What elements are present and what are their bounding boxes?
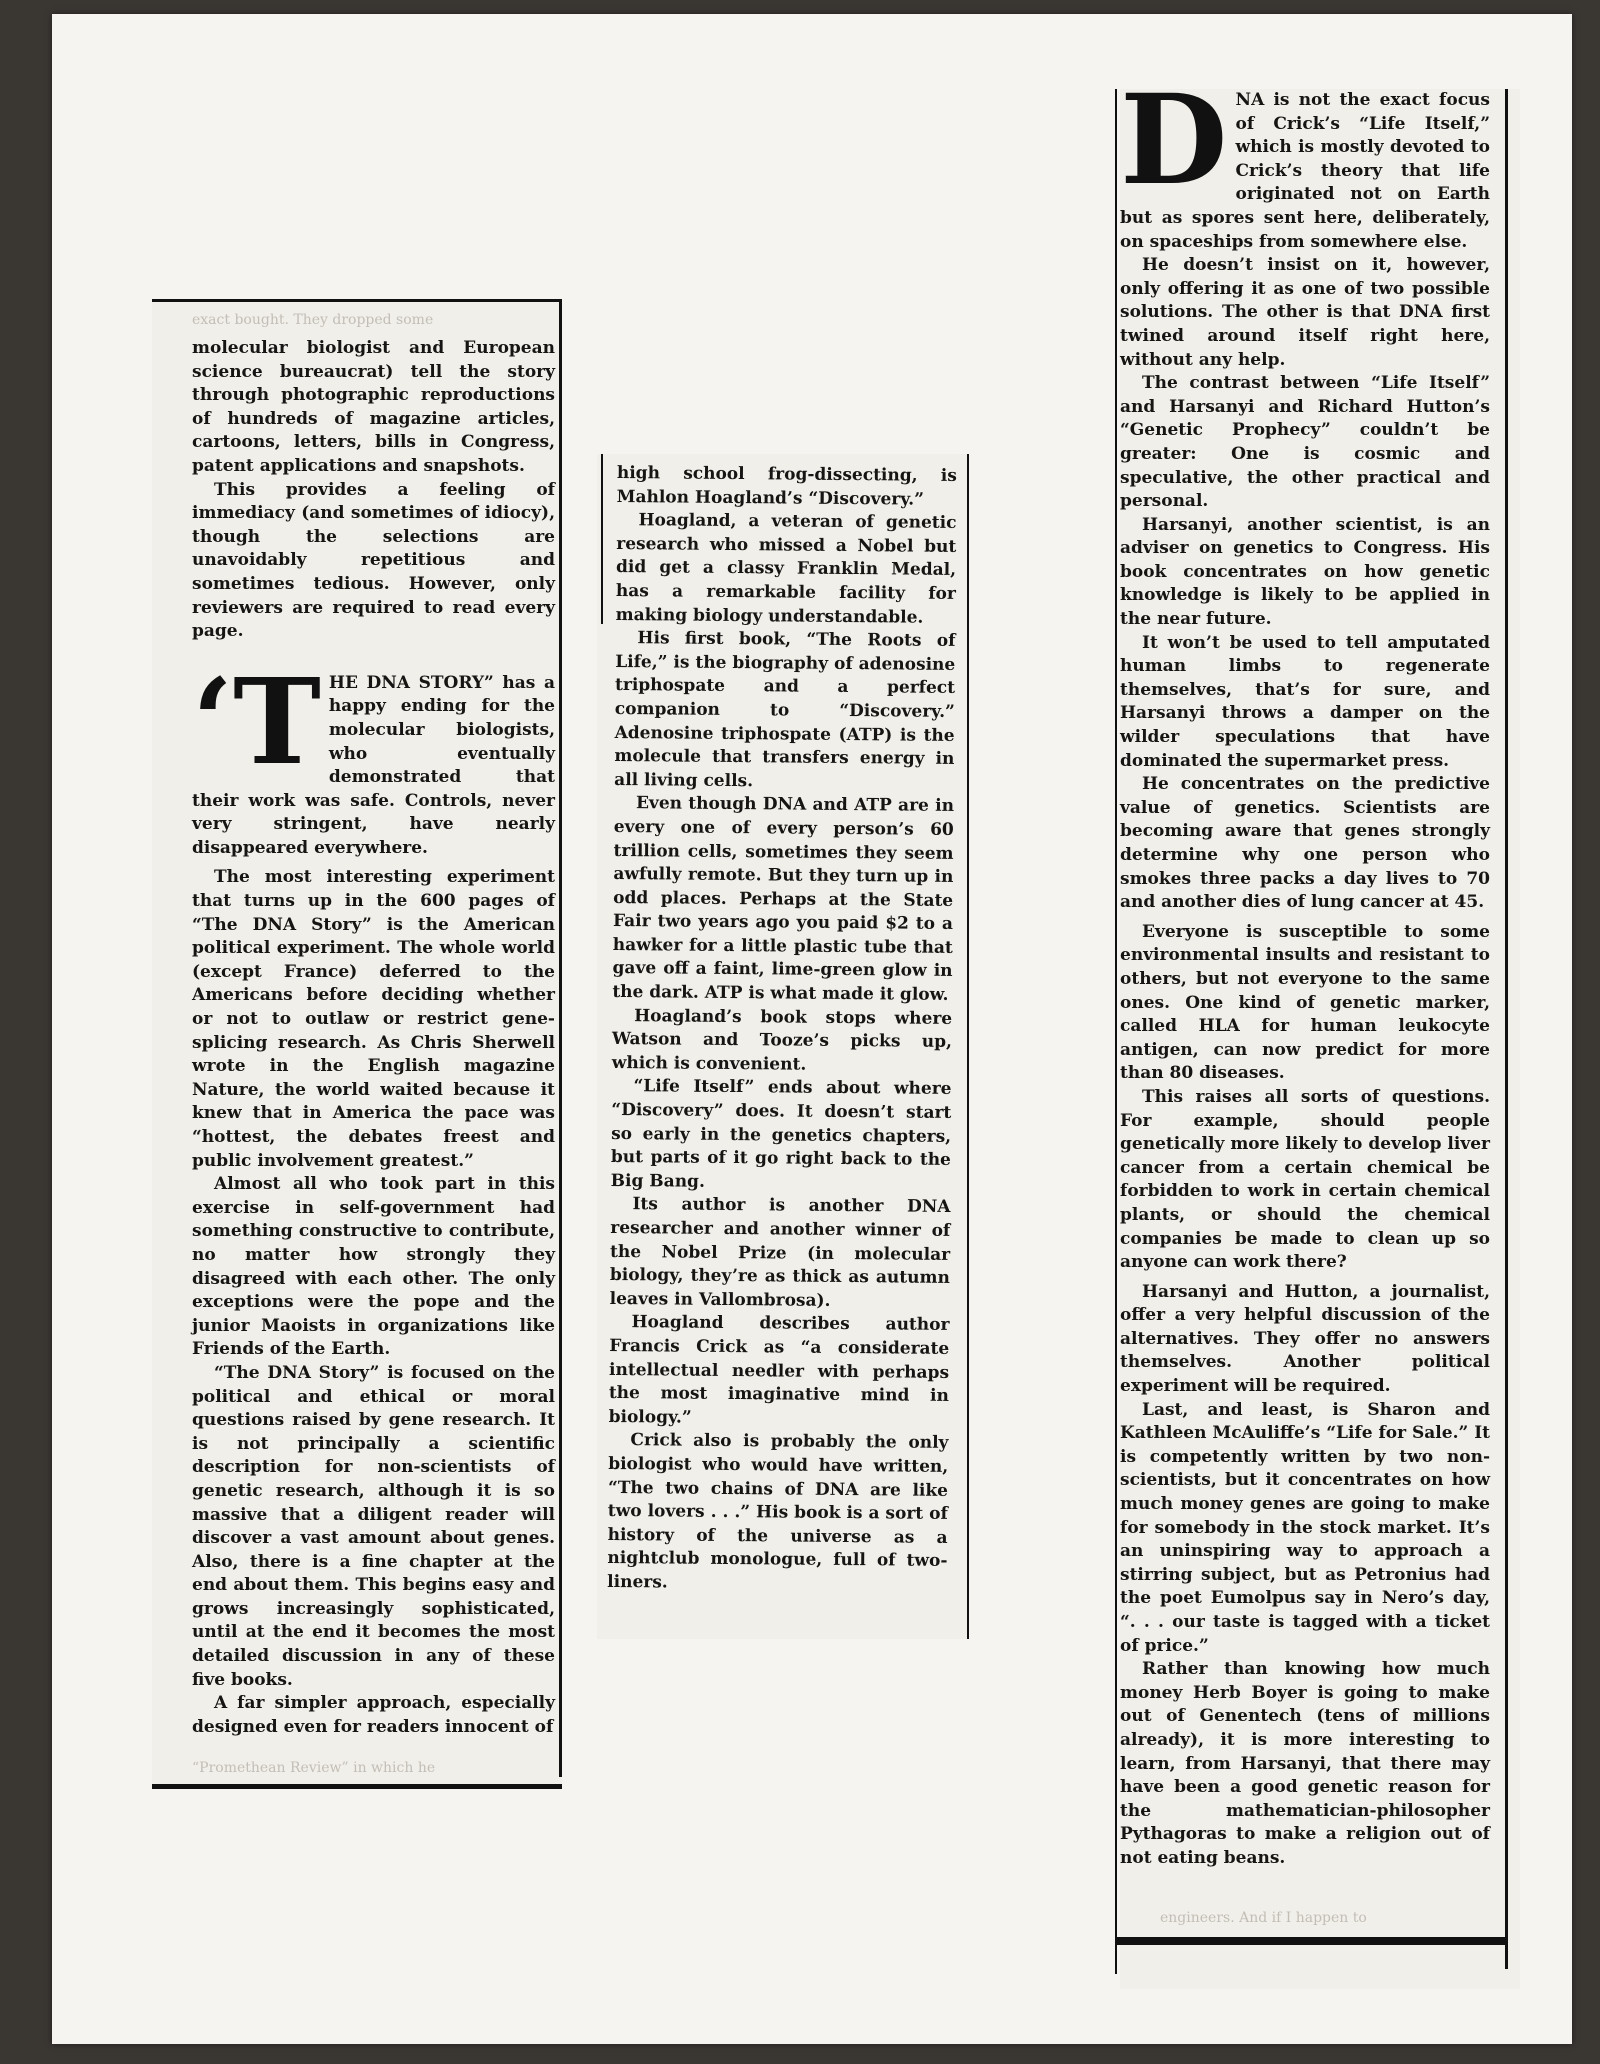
article-column-1 xyxy=(192,337,555,1739)
paragraph: Crick also is probably the only biologist who would have written, “The two chains of DNA are like two lovers . . .” His book is a sort of history of the universe as a nightclub monologue, full of two-liners. xyxy=(607,1430,949,1593)
paragraph: His first book, “The Roots of Life,” is the biography of adenosine triphospate and a perfect companion to “Discovery.” Adenosine triphospate (ATP) is the molecule that transfers energy in all living cells. xyxy=(614,628,956,791)
paragraph: Last, and least, is Sharon and Kathleen McAuliffe’s “Life for Sale.” It is competently written by two non-scientists, but it concentrates on how much money genes are going to make for somebody in the stock market. It’s an uninspiring way to approach a stirring subject, but as Petronius had the poet Eumolpus say in Nero’s day, “. . . our taste is tagged with a ticket of price.” xyxy=(1120,1399,1490,1656)
paragraph: A far simpler approach, especially designed even for readers innocent of xyxy=(192,1693,555,1737)
paragraph: HE DNA STORY” has a happy ending for the molecular biologists, who eventually demonstrated that their work was safe. Controls, never very stringent, have nearly disappeared everywhere. xyxy=(192,672,555,858)
paragraph: This provides a feeling of immediacy (and sometimes of idiocy), though the selections are unavoidably repetitious and sometimes tedious. However, only reviewers are required to read every page. xyxy=(192,479,555,642)
paragraph: This raises all sorts of questions. For example, should people genetically more likely to develop liver cancer from a certain chemical be forbidden to work in certain chemical plants, or should the chemical companies be made to clean up so anyone can work there? xyxy=(1120,1086,1490,1273)
paragraph: It won’t be used to tell amputated human limbs to regenerate themselves, that’s for sure, and Harsanyi throws a damper on the wilder speculations that have dominated the supermarket press. xyxy=(1120,632,1490,771)
drop-cap: D xyxy=(1120,68,1228,213)
drop-cap: ‘T xyxy=(192,651,321,791)
clipping-border-left xyxy=(601,454,603,624)
paragraph: Harsanyi, another scientist, is an adviser on genetics to Congress. His book concentrates on how genetic knowledge is likely to be applied in the near future. xyxy=(1120,514,1490,630)
paragraph: molecular biologist and European science bureaucrat) tell the story through photographic reproductions of hundreds of magazine articles, cartoons, letters, bills in Congress, patent applications and snapshots. xyxy=(192,338,555,476)
paragraph: The most interesting experiment that turns up in the 600 pages of “The DNA Story” is the American political experiment. The whole world (except France) deferred to the Americans before deciding whether or not to outlaw or restrict gene-splicing research. As Chris Sherwell wrote in the English magazine Nature, the world waited because it knew that in America the pace was “hottest, the debates freest and public involvement greatest.” xyxy=(192,867,555,1171)
article-column-3 xyxy=(1120,68,1490,1871)
paragraph: Almost all who took part in this exercise in self-government had something constructive to contribute, no matter how strongly they disagreed with each other. The only exceptions were the pope and the junior Maoists in organizations like Friends of the Earth. xyxy=(192,1174,555,1360)
paragraph: NA is not the exact focus of Crick’s “Life Itself,” which is mostly devoted to Crick’s theory that life originated not on Earth but as spores sent here, deliberately, on spaceships from somewhere else. xyxy=(1120,90,1490,252)
paragraph: Even though DNA and ATP are in every one of every person’s 60 trillion cells, sometimes they seem awfully remote. But they turn up in odd places. Perhaps at the State Fair two years ago you paid $2 to a hawker for a little plastic tube that gave off a faint, lime-green glow in the dark. ATP is what made it glow. xyxy=(612,793,955,1005)
clipping-column-3 xyxy=(1120,68,1520,1989)
clipping-border-left xyxy=(1115,89,1117,1974)
article-column-2 xyxy=(607,462,957,1597)
clipping-column-2 xyxy=(597,454,969,1639)
paragraph: “The DNA Story” is focused on the political and ethical or moral questions raised by gene research. It is not principally a scientific description for non-scientists of genetic research, although it is so massive that a diligent reader will discover a vast amount about genes. Also, there is a fine chapter at the end about them. This begins easy and grows increasingly sophisticated, until at the end it becomes the most detailed discussion in any of these five books. xyxy=(192,1362,555,1690)
paragraph: He concentrates on the predictive value of genetics. Scientists are becoming aware that genes strongly determine why one person who smokes three packs a day lives to 70 and another dies of lung cancer at 45. xyxy=(1120,774,1490,913)
clipping-border-right xyxy=(967,454,969,1639)
paper-sheet xyxy=(52,14,1572,2044)
paragraph: Its author is another DNA researcher and another winner of the Nobel Prize (in molecular biology, they’re as thick as autumn leaves in Vallombrosa). xyxy=(609,1194,951,1311)
paragraph: high school frog-dissecting, is Mahlon Hoagland’s “Discovery.” xyxy=(616,462,957,510)
bleed-through-text: exact bought. They dropped some xyxy=(192,312,434,328)
paragraph: Hoagland’s book stops where Watson and Tooze’s picks up, which is convenient. xyxy=(611,1005,953,1075)
paragraph: Harsanyi and Hutton, a journalist, offer a very helpful discussion of the alternatives. They offer no answers themselves. Another political experiment will be required. xyxy=(1120,1281,1490,1397)
paragraph: “Life Itself” ends about where “Discovery” does. It doesn’t start so early in the genetics chapters, but parts of it go right back to the Big Bang. xyxy=(610,1076,952,1192)
clipping-border-right xyxy=(559,301,562,1777)
paragraph: Everyone is susceptible to some environmental insults and resistant to others, but not everyone to the same ones. One kind of genetic marker, called HLA for human leukocyte antigen, can now predict for more than 80 diseases. xyxy=(1120,921,1490,1084)
section-opening xyxy=(1120,68,1490,254)
clipping-border-top xyxy=(152,299,562,302)
clipping-column-1 xyxy=(152,299,562,1789)
paragraph: The contrast between “Life Itself” and Harsanyi and Richard Hutton’s “Genetic Prophecy” couldn’t be greater: One is cosmic and speculative, the other practical and personal. xyxy=(1120,373,1490,512)
clipping-border-right xyxy=(1505,89,1508,1969)
clipping-border-bottom xyxy=(152,1784,562,1789)
bleed-through-text: “Promethean Review” in which he xyxy=(192,1760,436,1776)
bleed-through-text: engineers. And if I happen to xyxy=(1160,1910,1367,1926)
paragraph: Hoagland describes author Francis Crick as “a considerate intellectual needler with perhaps the most imaginative mind in biology.” xyxy=(608,1312,950,1428)
clipping-border-bottom xyxy=(1115,1937,1505,1945)
paragraph: Rather than knowing how much money Herb Boyer is going to make out of Genentech (tens of millions already), it is more interesting to learn, from Harsanyi, that there may have been a good genetic reason for the mathematician-philosopher Pythagoras to make a religion out of not eating beans. xyxy=(1120,1659,1490,1868)
paragraph: He doesn’t insist on it, however, only offering it as one of two possible solutions. The other is that DNA first twined around itself right here, without any help. xyxy=(1120,255,1490,370)
paragraph: Hoagland, a veteran of genetic research who missed a Nobel but did get a classy Franklin Medal, has a remarkable facility for making biology understandable. xyxy=(615,510,957,628)
section-opening xyxy=(192,651,555,861)
